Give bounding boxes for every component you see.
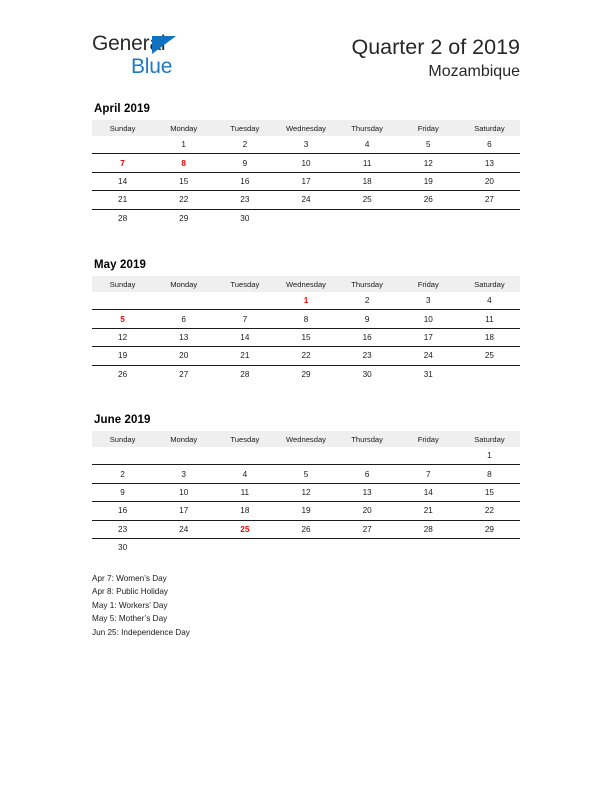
calendar-day-25[interactable]: 25 <box>214 520 275 538</box>
calendar-day-empty <box>459 538 520 556</box>
calendar-week-row <box>92 447 520 465</box>
calendar-table <box>92 431 520 556</box>
month-title: June 2019 <box>94 414 151 426</box>
holiday-legend-item: Apr 8: Public Holiday <box>92 587 168 597</box>
weekday-header-tuesday: Tuesday <box>214 431 275 447</box>
weekday-header-saturday: Saturday <box>459 120 520 136</box>
weekday-header-monday: Monday <box>153 120 214 136</box>
calendar-day-19[interactable]: 19 <box>275 502 336 520</box>
calendar-day-17[interactable]: 17 <box>153 502 214 520</box>
calendar-day-empty <box>92 136 153 154</box>
weekday-header-sunday: Sunday <box>92 431 153 447</box>
calendar-table <box>92 120 520 227</box>
calendar-week-row <box>92 191 520 209</box>
calendar-day-20[interactable]: 20 <box>337 502 398 520</box>
title-block <box>351 34 520 83</box>
calendar-day-9[interactable]: 9 <box>92 483 153 501</box>
calendar-day-14[interactable]: 14 <box>92 172 153 190</box>
month-block-april <box>92 103 520 227</box>
calendar-day-empty <box>275 538 336 556</box>
calendar-day-11[interactable]: 11 <box>214 483 275 501</box>
calendar-week-row <box>92 365 520 383</box>
calendar-day-11[interactable]: 11 <box>337 154 398 172</box>
calendar-day-13[interactable]: 13 <box>337 483 398 501</box>
calendar-day-empty <box>398 209 459 227</box>
calendar-day-empty <box>153 447 214 465</box>
calendar-day-18[interactable]: 18 <box>214 502 275 520</box>
calendar-day-12[interactable]: 12 <box>92 328 153 346</box>
calendar-day-26[interactable]: 26 <box>398 191 459 209</box>
calendar-day-13[interactable]: 13 <box>153 328 214 346</box>
calendar-day-25[interactable]: 25 <box>337 191 398 209</box>
calendar-day-24[interactable]: 24 <box>398 347 459 365</box>
weekday-header-wednesday: Wednesday <box>275 120 336 136</box>
calendar-week-row <box>92 209 520 227</box>
calendar-day-24[interactable]: 24 <box>153 520 214 538</box>
calendar-day-6[interactable]: 6 <box>153 310 214 328</box>
weekday-header-wednesday: Wednesday <box>275 431 336 447</box>
weekday-header-saturday: Saturday <box>459 276 520 292</box>
calendar-day-17[interactable]: 17 <box>275 172 336 190</box>
calendar-day-empty <box>153 292 214 310</box>
calendar-day-15[interactable]: 15 <box>459 483 520 501</box>
calendar-day-28[interactable]: 28 <box>398 520 459 538</box>
calendar-day-6[interactable]: 6 <box>337 465 398 483</box>
calendar-day-2[interactable]: 2 <box>337 292 398 310</box>
weekday-header-friday: Friday <box>398 276 459 292</box>
weekday-header-monday: Monday <box>153 276 214 292</box>
calendar-day-29[interactable]: 29 <box>179 213 189 223</box>
weekday-header-sunday: Sunday <box>92 120 153 136</box>
calendar-day-empty <box>275 209 336 227</box>
page-subtitle: Mozambique <box>428 63 520 81</box>
calendar-day-3[interactable]: 3 <box>153 465 214 483</box>
weekday-header-row <box>92 120 520 136</box>
general-blue-logo <box>92 33 292 83</box>
calendar-day-14[interactable]: 14 <box>214 328 275 346</box>
calendar-day-empty <box>214 292 275 310</box>
calendar-day-28[interactable]: 28 <box>118 213 128 223</box>
calendar-week-row <box>92 347 520 365</box>
calendar-day-5[interactable]: 5 <box>92 310 153 328</box>
calendar-day-empty <box>398 447 459 465</box>
weekday-header-thursday: Thursday <box>337 276 398 292</box>
calendar-day-19[interactable]: 19 <box>92 347 153 365</box>
holiday-legend-item: Apr 7: Women’s Day <box>92 574 167 583</box>
calendar-day-30[interactable]: 30 <box>240 213 250 223</box>
calendar-day-16[interactable]: 16 <box>337 328 398 346</box>
calendar-week-row <box>92 502 520 520</box>
calendar-day-15[interactable]: 15 <box>275 328 336 346</box>
calendar-day-20[interactable]: 20 <box>459 172 520 190</box>
calendar-day-16[interactable]: 16 <box>92 502 153 520</box>
calendar-day-10[interactable]: 10 <box>398 310 459 328</box>
calendar-day-18[interactable]: 18 <box>337 172 398 190</box>
calendar-day-27[interactable]: 27 <box>179 369 189 379</box>
page-header <box>0 0 612 100</box>
calendar-body <box>92 292 520 383</box>
calendar-week-row <box>92 483 520 501</box>
calendar-day-empty <box>275 447 336 465</box>
calendar-day-30[interactable]: 30 <box>362 369 372 379</box>
calendar-day-23[interactable]: 23 <box>337 347 398 365</box>
calendar-day-4[interactable]: 4 <box>337 136 398 154</box>
holiday-legend-item: Jun 25: Independence Day <box>92 627 190 637</box>
holiday-legend-item: May 5: Mother’s Day <box>92 614 168 624</box>
calendar-day-4[interactable]: 4 <box>214 465 275 483</box>
calendar-body <box>92 136 520 227</box>
calendar-day-26[interactable]: 26 <box>275 520 336 538</box>
page-title: Quarter 2 of 2019 <box>351 35 520 59</box>
calendar-day-27[interactable]: 27 <box>337 520 398 538</box>
weekday-header-friday: Friday <box>398 120 459 136</box>
calendar-day-21[interactable]: 21 <box>214 347 275 365</box>
weekday-header-row <box>92 276 520 292</box>
calendar-week-row <box>92 136 520 154</box>
calendar-day-empty <box>92 292 153 310</box>
calendar-table <box>92 276 520 383</box>
calendar-day-24[interactable]: 24 <box>275 191 336 209</box>
calendar-week-row <box>92 538 520 556</box>
calendar-day-8[interactable]: 8 <box>153 154 214 172</box>
calendar-day-22[interactable]: 22 <box>459 502 520 520</box>
calendar-day-12[interactable]: 12 <box>275 483 336 501</box>
calendar-day-7[interactable]: 7 <box>398 465 459 483</box>
month-block-june <box>92 414 520 556</box>
calendar-day-25[interactable]: 25 <box>459 347 520 365</box>
calendar-day-12[interactable]: 12 <box>398 154 459 172</box>
calendar-day-empty <box>337 447 398 465</box>
weekday-header-wednesday: Wednesday <box>275 276 336 292</box>
calendar-day-29[interactable]: 29 <box>301 369 311 379</box>
holiday-legend <box>92 572 392 639</box>
calendar-day-empty <box>459 209 520 227</box>
calendar-week-row <box>92 292 520 310</box>
calendar-day-19[interactable]: 19 <box>398 172 459 190</box>
calendar-day-21[interactable]: 21 <box>398 502 459 520</box>
calendar-day-empty <box>214 538 275 556</box>
calendar-day-4[interactable]: 4 <box>459 292 520 310</box>
calendar-day-23[interactable]: 23 <box>214 191 275 209</box>
calendar-body <box>92 447 520 556</box>
calendar-day-9[interactable]: 9 <box>214 154 275 172</box>
calendar-day-empty <box>337 538 398 556</box>
calendar-day-13[interactable]: 13 <box>459 154 520 172</box>
calendar-week-row <box>92 520 520 538</box>
calendar-day-8[interactable]: 8 <box>275 310 336 328</box>
weekday-header-tuesday: Tuesday <box>214 276 275 292</box>
calendar-day-1[interactable]: 1 <box>459 447 520 465</box>
calendar-day-empty <box>459 365 520 383</box>
calendar-day-1[interactable]: 1 <box>153 136 214 154</box>
calendar-day-14[interactable]: 14 <box>398 483 459 501</box>
calendar-day-3[interactable]: 3 <box>398 292 459 310</box>
calendar-day-empty <box>398 538 459 556</box>
weekday-header-monday: Monday <box>153 431 214 447</box>
calendar-week-row <box>92 154 520 172</box>
weekday-header-friday: Friday <box>398 431 459 447</box>
calendar-day-20[interactable]: 20 <box>153 347 214 365</box>
weekday-header-thursday: Thursday <box>337 120 398 136</box>
calendar-day-15[interactable]: 15 <box>153 172 214 190</box>
logo-word-blue: Blue <box>131 55 173 78</box>
calendar-day-10[interactable]: 10 <box>275 154 336 172</box>
calendar-day-2[interactable]: 2 <box>92 465 153 483</box>
weekday-header-thursday: Thursday <box>337 431 398 447</box>
calendar-day-empty <box>92 447 153 465</box>
calendar-day-9[interactable]: 9 <box>337 310 398 328</box>
month-block-may <box>92 259 520 383</box>
calendar-day-empty <box>214 447 275 465</box>
calendar-day-22[interactable]: 22 <box>153 191 214 209</box>
weekday-header-tuesday: Tuesday <box>214 120 275 136</box>
month-title: May 2019 <box>94 259 146 271</box>
logo-word-general: General <box>92 32 166 55</box>
calendar-day-17[interactable]: 17 <box>398 328 459 346</box>
calendar-day-7[interactable]: 7 <box>214 310 275 328</box>
calendar-day-8[interactable]: 8 <box>459 465 520 483</box>
calendar-week-row <box>92 328 520 346</box>
calendar-day-empty <box>337 209 398 227</box>
calendar-day-2[interactable]: 2 <box>214 136 275 154</box>
logo-top-row <box>92 33 292 55</box>
calendar-day-3[interactable]: 3 <box>275 136 336 154</box>
calendar-day-29[interactable]: 29 <box>459 520 520 538</box>
calendar-day-1[interactable]: 1 <box>275 292 336 310</box>
weekday-header-row <box>92 431 520 447</box>
weekday-header-saturday: Saturday <box>459 431 520 447</box>
calendar-day-30[interactable]: 30 <box>118 543 128 553</box>
month-title: April 2019 <box>94 103 150 115</box>
calendar-week-row <box>92 310 520 328</box>
calendar-week-row <box>92 465 520 483</box>
calendar-day-16[interactable]: 16 <box>214 172 275 190</box>
calendar-day-5[interactable]: 5 <box>275 465 336 483</box>
calendar-day-28[interactable]: 28 <box>240 369 250 379</box>
calendar-week-row <box>92 172 520 190</box>
calendar-day-11[interactable]: 11 <box>459 310 520 328</box>
calendar-day-10[interactable]: 10 <box>153 483 214 501</box>
calendar-day-23[interactable]: 23 <box>92 520 153 538</box>
holiday-legend-item: May 1: Workers’ Day <box>92 600 168 610</box>
calendar-day-27[interactable]: 27 <box>459 191 520 209</box>
calendar-day-empty <box>153 538 214 556</box>
calendar-day-5[interactable]: 5 <box>398 136 459 154</box>
logo-triangle-icon <box>152 36 176 54</box>
weekday-header-sunday: Sunday <box>92 276 153 292</box>
calendar-day-21[interactable]: 21 <box>92 191 153 209</box>
calendar-day-22[interactable]: 22 <box>275 347 336 365</box>
calendar-day-6[interactable]: 6 <box>459 136 520 154</box>
calendar-day-7[interactable]: 7 <box>92 154 153 172</box>
calendar-day-18[interactable]: 18 <box>459 328 520 346</box>
calendar-day-26[interactable]: 26 <box>118 369 128 379</box>
calendar-day-31[interactable]: 31 <box>423 369 433 379</box>
